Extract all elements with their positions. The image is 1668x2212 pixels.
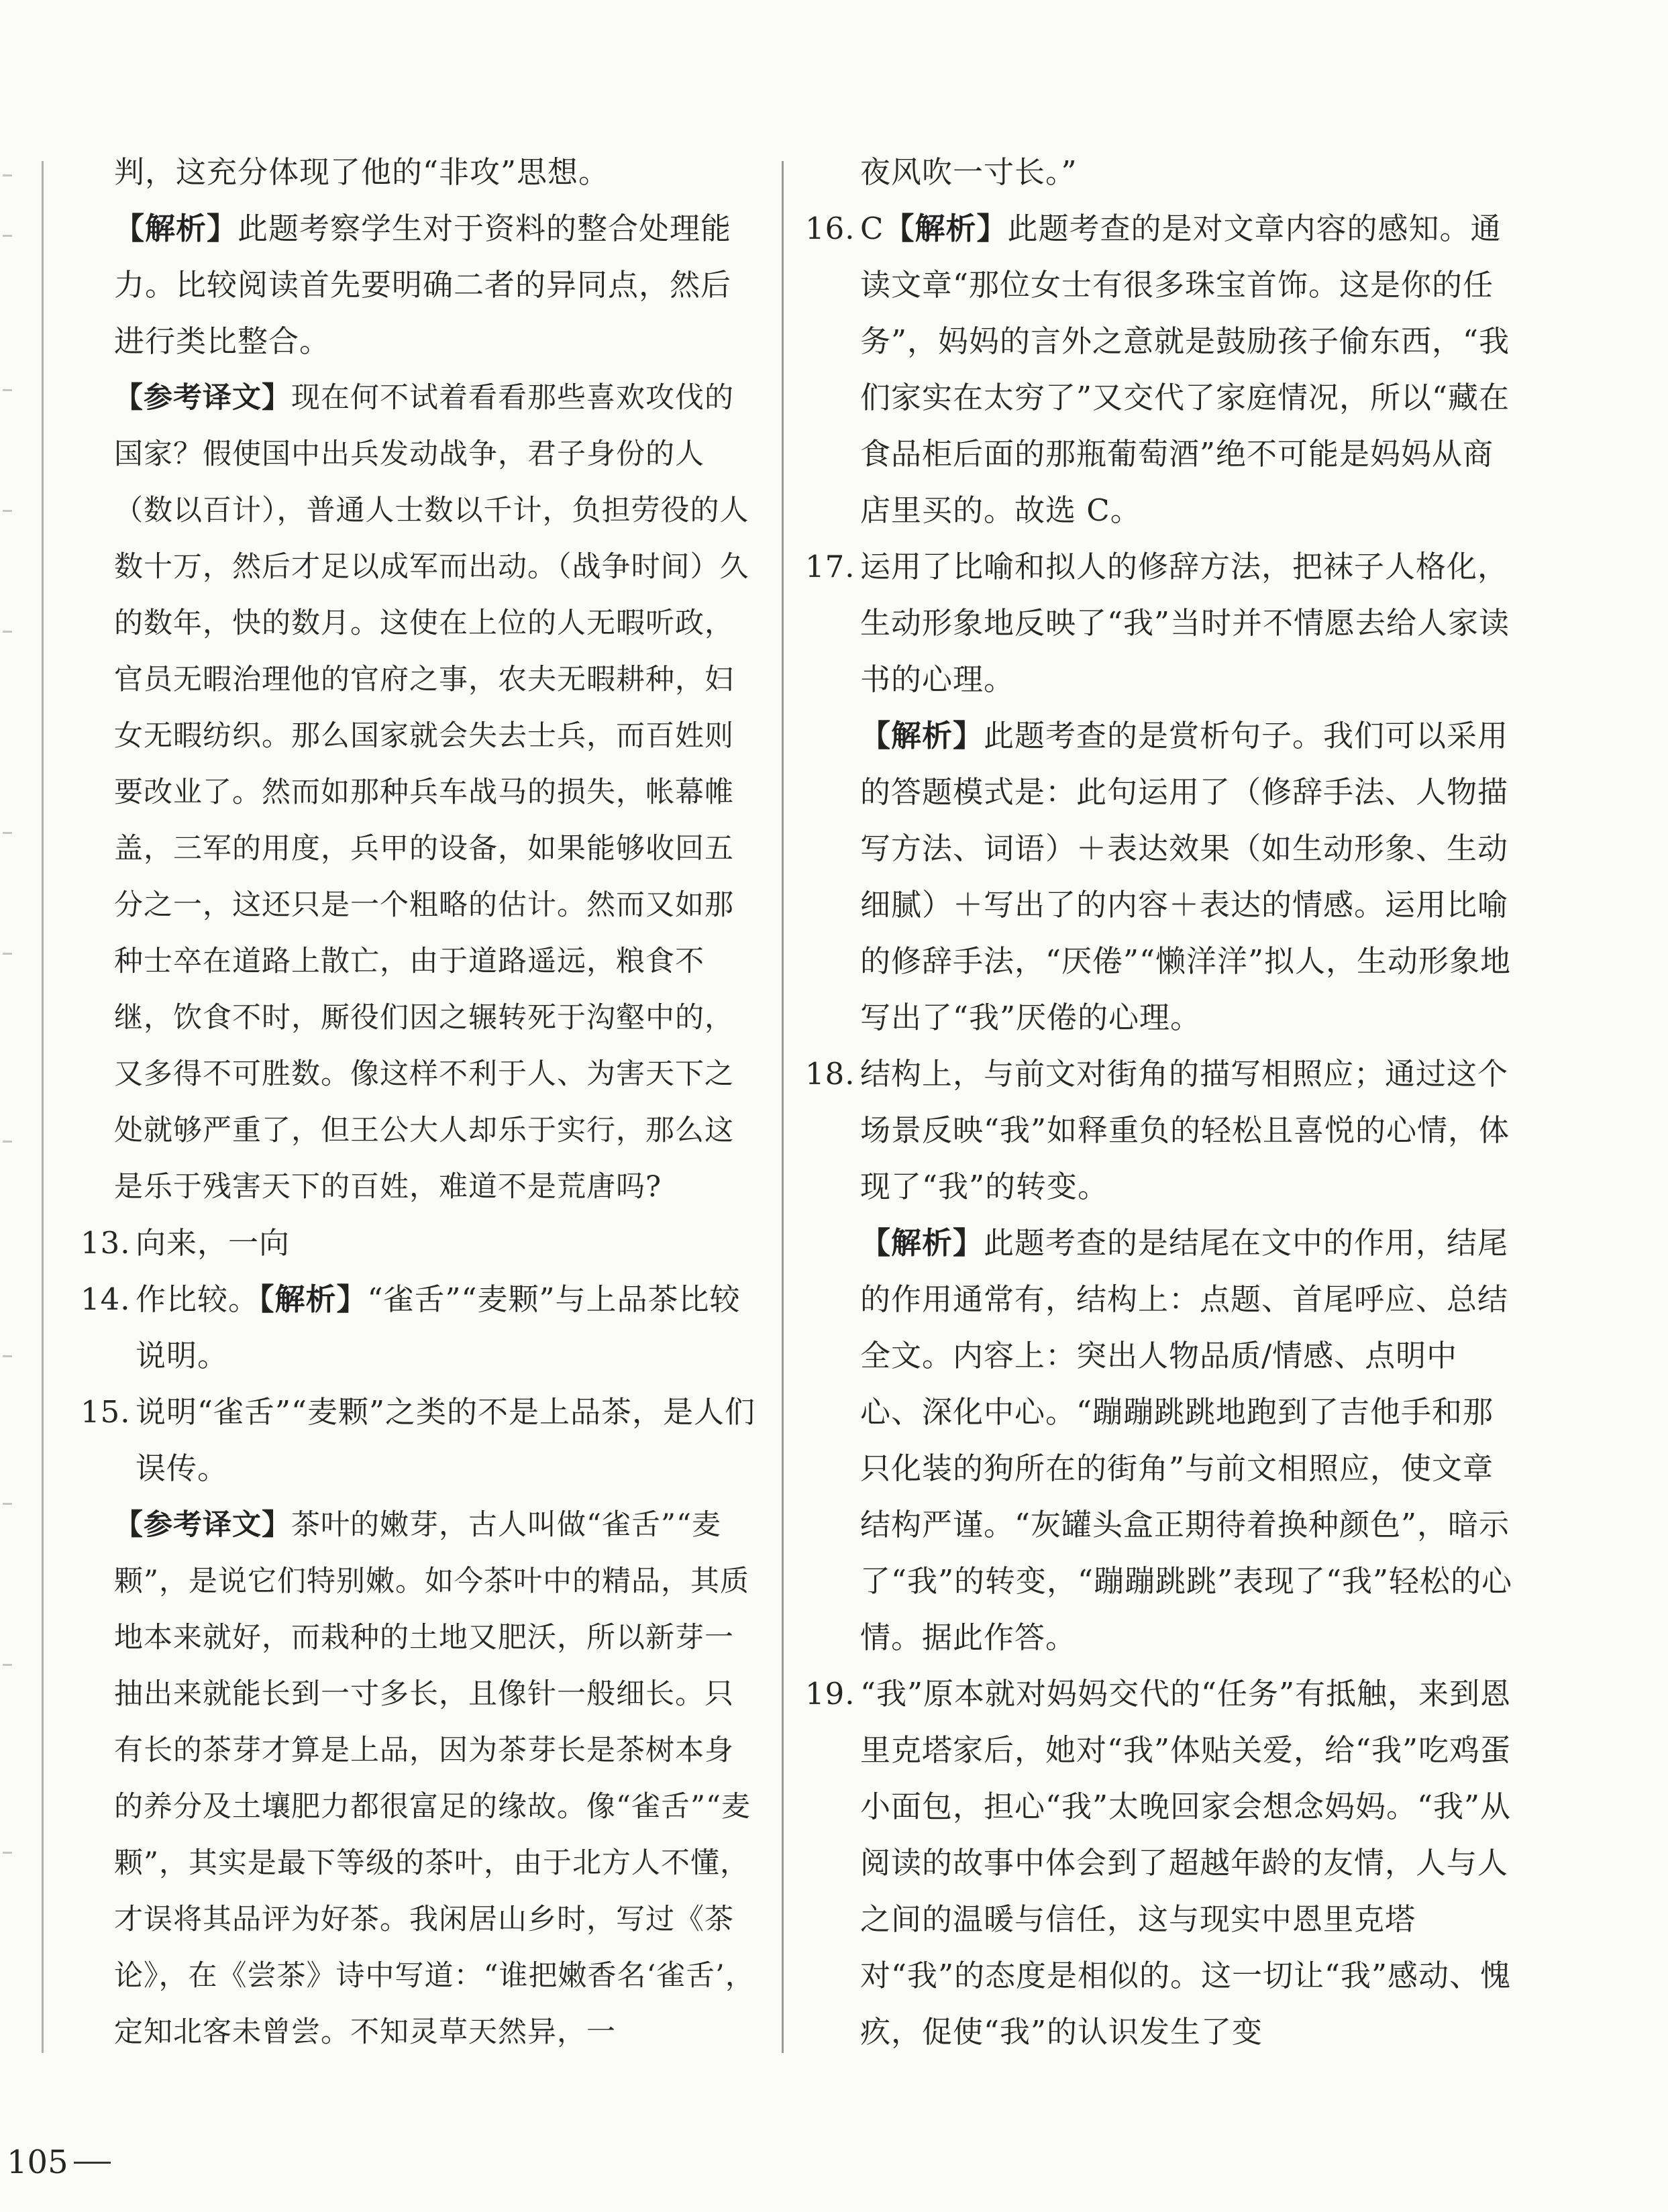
page-number: 105 bbox=[7, 2144, 68, 2181]
analysis-tag: 【解析】 bbox=[259, 1281, 368, 1317]
column-divider bbox=[782, 161, 784, 2053]
question-number: 19. bbox=[805, 1676, 855, 1711]
continuation-text: 夜风吹一寸长。” bbox=[860, 154, 1078, 190]
binding-margin bbox=[0, 161, 13, 1905]
answer-text: 结构上，与前文对街角的描写相照应；通过这个场景反映“我”如释重负的轻松且喜悦的心情，体现了“我”的转变。 bbox=[860, 1056, 1510, 1204]
question-number: 14. bbox=[81, 1281, 131, 1317]
answer-17 bbox=[805, 539, 1516, 708]
translation-paragraph bbox=[81, 1497, 758, 2060]
analysis-text: “雀舌”“麦颗”与上品茶比较说明。 bbox=[136, 1281, 741, 1373]
question-number: 17. bbox=[805, 549, 855, 584]
answer-text: 运用了比喻和拟人的修辞方法，把袜子人格化，生动形象地反映了“我”当时并不情愿去给人家读书的心理。 bbox=[860, 549, 1510, 697]
answer-16 bbox=[805, 201, 1516, 539]
question-number: 13. bbox=[81, 1225, 131, 1261]
answer-text: 向来，一向 bbox=[136, 1225, 291, 1261]
answer-15 bbox=[81, 1384, 758, 1497]
right-column bbox=[805, 144, 1516, 2060]
question-number: 16. bbox=[805, 211, 855, 246]
analysis-18 bbox=[805, 1215, 1516, 1666]
page-number-dash bbox=[74, 2162, 111, 2164]
answer-text: “我”原本就对妈妈交代的“任务”有抵触，来到恩里克塔家后，她对“我”体贴关爱，给“我”吃鸡蛋小面包，担心“我”太晚回家会想念妈妈。“我”从阅读的故事中体会到了超越年龄的友情，人与人之间的温暖与信任，这与现实中恩里克塔对“我”的态度是相似的。这一切让“我”感动、愧疚，促使“我”的认识发生了变 bbox=[860, 1676, 1512, 2050]
analysis-tag: 【解析】 bbox=[114, 211, 238, 246]
analysis-text: 此题考查的是结尾在文中的作用，结尾的作用通常有，结构上：点题、首尾呼应、总结全文。内容上：突出人物品质/情感、点明中心、深化中心。“蹦蹦跳跳地跑到了吉他手和那只化装的狗所在的街角”与前文相照应，使文章结构严谨。“灰罐头盒正期待着换种颜色”，暗示了“我”的转变，“蹦蹦跳跳”表现了“我”轻松的心情。据此作答。 bbox=[860, 1225, 1513, 1655]
analysis-text: 此题考查的是赏析句子。我们可以采用的答题模式是：此句运用了（修辞手法、人物描写方法、词语）＋表达效果（如生动形象、生动细腻）＋写出了的内容＋表达的情感。运用比喻的修辞手法，“厌倦”“懒洋洋”拟人，生动形象地写出了“我”厌倦的心理。 bbox=[860, 718, 1512, 1035]
analysis-text: 此题考查的是对文章内容的感知。通读文章“那位女士有很多珠宝首饰。这是你的任务”，妈妈的言外之意就是鼓励孩子偷东西，“我们家实在太穷了”又交代了家庭情况，所以“藏在食品柜后面的那瓶葡萄酒”绝不可能是妈妈从商店里买的。故选 C。 bbox=[860, 211, 1510, 528]
left-column bbox=[81, 144, 758, 2060]
translation-tag: 【参考译文】 bbox=[114, 1508, 291, 1542]
translation-paragraph bbox=[81, 370, 758, 1215]
question-number: 15. bbox=[81, 1394, 131, 1430]
answer-text: 作比较。 bbox=[136, 1281, 260, 1317]
analysis-text: 此题考察学生对于资料的整合处理能力。比较阅读首先要明确二者的异同点，然后进行类比整合。 bbox=[114, 211, 732, 359]
translation-text: 现在何不试着看看那些喜欢攻伐的国家？假使国中出兵发动战争，君子身份的人（数以百计），普通人士数以千计，负担劳役的人数十万，然后才足以成军而出动。（战争时间）久的数年，快的数月。这使在上位的人无暇听政，官员无暇治理他的官府之事，农夫无暇耕种，妇女无暇纺织。那么国家就会失去士兵，而百姓则要改业了。然而如那种兵车战马的损失，帐幕帷盖，三军的用度，兵甲的设备，如果能够收回五分之一，这还只是一个粗略的估计。然而又如那种士卒在道路上散亡，由于道路遥远，粮食不继，饮食不时，厮役们因之辗转死于沟壑中的，又多得不可胜数。像这样不利于人、为害天下之处就够严重了，但王公大人却乐于实行，那么这是乐于残害天下的百姓，难道不是荒唐吗? bbox=[114, 381, 749, 1204]
margin-rule bbox=[42, 161, 44, 2053]
translation-tag: 【参考译文】 bbox=[114, 381, 291, 415]
analysis-tag: 【解析】 bbox=[860, 1225, 984, 1261]
analysis-17 bbox=[805, 708, 1516, 1046]
continuation-text: 判，这充分体现了他的“非攻”思想。 bbox=[114, 154, 610, 190]
answer-text: 说明“雀舌”“麦颗”之类的不是上品茶，是人们误传。 bbox=[136, 1394, 756, 1486]
answer-19 bbox=[805, 1666, 1516, 2060]
answer-13 bbox=[81, 1215, 758, 1271]
right-continuation bbox=[805, 144, 1516, 201]
answer-text: C bbox=[860, 211, 884, 246]
left-continuation bbox=[81, 144, 758, 201]
answer-18 bbox=[805, 1046, 1516, 1215]
translation-text: 茶叶的嫩芽，古人叫做“雀舌”“麦颗”，是说它们特别嫩。如今茶叶中的精品，其质地本来就好，而栽种的土地又肥沃，所以新芽一抽出来就能长到一寸多长，且像针一般细长。只有长的茶芽才算是上品，因为茶芽长是茶树本身的养分及土壤肥力都很富足的缘故。像“雀舌”“麦颗”，其实是最下等级的茶叶，由于北方人不懂，才误将其品评为好茶。我闲居山乡时，写过《茶论》，在《尝茶》诗中写道：“谁把嫩香名‘雀舌’，定知北客未曾尝。不知灵草天然异，一 bbox=[114, 1508, 755, 2049]
analysis-tag: 【解析】 bbox=[884, 211, 1008, 246]
answer-14 bbox=[81, 1271, 758, 1384]
analysis-tag: 【解析】 bbox=[860, 718, 984, 753]
analysis-paragraph bbox=[81, 201, 758, 370]
question-number: 18. bbox=[805, 1056, 855, 1092]
